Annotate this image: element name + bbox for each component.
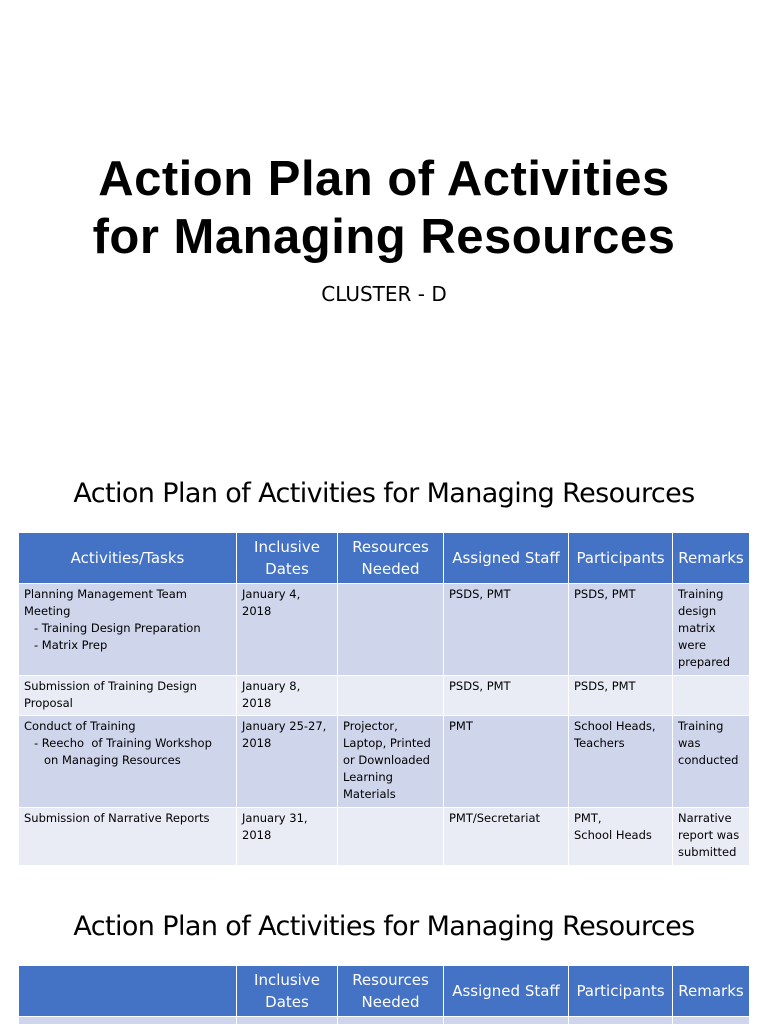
activity-text: Planning Management Team Meeting [24, 587, 187, 618]
staff-cell [444, 1017, 569, 1024]
header-remarks: Remarks [673, 966, 750, 1017]
table-row [19, 676, 750, 716]
header-remarks: Remarks [673, 533, 750, 584]
header-resources: Resources Needed [338, 966, 444, 1017]
header-resources: Resources Needed [338, 533, 444, 584]
table-header-row [19, 966, 750, 1017]
header-dates: Inclusive Dates [237, 533, 338, 584]
participants-cell: PSDS, PMT [569, 676, 673, 716]
participants-line: School Heads [574, 828, 652, 842]
participants-cell: PSDS, PMT [569, 584, 673, 676]
resources-cell [338, 808, 444, 866]
participants-cell [569, 1017, 673, 1024]
activity-subitem: - Training Design Preparation [34, 621, 201, 635]
action-plan-table-1 [18, 532, 750, 866]
table-row [19, 1017, 750, 1024]
activity-cell: Submission of Training Design Proposal [19, 676, 237, 716]
activity-subitem: on Managing Resources [44, 753, 181, 767]
main-title-line-1: Action Plan of Activities [98, 152, 670, 206]
participants-cell [569, 808, 673, 866]
header-staff: Assigned Staff [444, 533, 569, 584]
header-activities: Activities/Tasks [19, 533, 237, 584]
participants-cell: School Heads, Teachers [569, 716, 673, 808]
activity-cell [19, 1017, 237, 1024]
cluster-subtitle: CLUSTER - D [321, 282, 447, 306]
remarks-cell: Narrative report was submitted [673, 808, 750, 866]
main-title [0, 150, 768, 266]
main-title-line-2: for Managing Resources [92, 210, 676, 264]
remarks-cell [673, 676, 750, 716]
participants-line: PMT, [574, 811, 602, 825]
dates-cell: January 25-27, 2018 [237, 716, 338, 808]
title-slide [0, 0, 768, 420]
dates-cell: January 4, 2018 [237, 584, 338, 676]
activity-cell [19, 716, 237, 808]
table-row [19, 584, 750, 676]
section-title-2: Action Plan of Activities for Managing Resources [73, 911, 695, 942]
staff-cell: PSDS, PMT [444, 584, 569, 676]
header-participants: Participants [569, 966, 673, 1017]
header-participants: Participants [569, 533, 673, 584]
dates-cell [237, 1017, 338, 1024]
activity-cell: Submission of Narrative Reports [19, 808, 237, 866]
table-row [19, 808, 750, 866]
resources-cell [338, 676, 444, 716]
activity-cell [19, 584, 237, 676]
resources-cell [338, 584, 444, 676]
section-title-1: Action Plan of Activities for Managing Resources [73, 478, 695, 509]
dates-cell: January 8, 2018 [237, 676, 338, 716]
staff-cell: PMT/Secretariat [444, 808, 569, 866]
remarks-cell [673, 1017, 750, 1024]
activity-subitem: - Reecho of Training Workshop [34, 736, 212, 750]
header-activities [19, 966, 237, 1017]
resources-cell [338, 1017, 444, 1024]
dates-cell: January 31, 2018 [237, 808, 338, 866]
remarks-cell: Training design matrix were prepared [673, 584, 750, 676]
header-dates: Inclusive Dates [237, 966, 338, 1017]
activity-subitem: - Matrix Prep [34, 638, 108, 652]
staff-cell: PSDS, PMT [444, 676, 569, 716]
table-header-row [19, 533, 750, 584]
activity-text: Conduct of Training [24, 719, 136, 733]
staff-cell: PMT [444, 716, 569, 808]
resources-cell: Projector, Laptop, Printed or Downloaded Learning Materials [338, 716, 444, 808]
header-staff: Assigned Staff [444, 966, 569, 1017]
remarks-cell: Training was conducted [673, 716, 750, 808]
table-row [19, 716, 750, 808]
action-plan-table-2 [18, 965, 750, 1024]
